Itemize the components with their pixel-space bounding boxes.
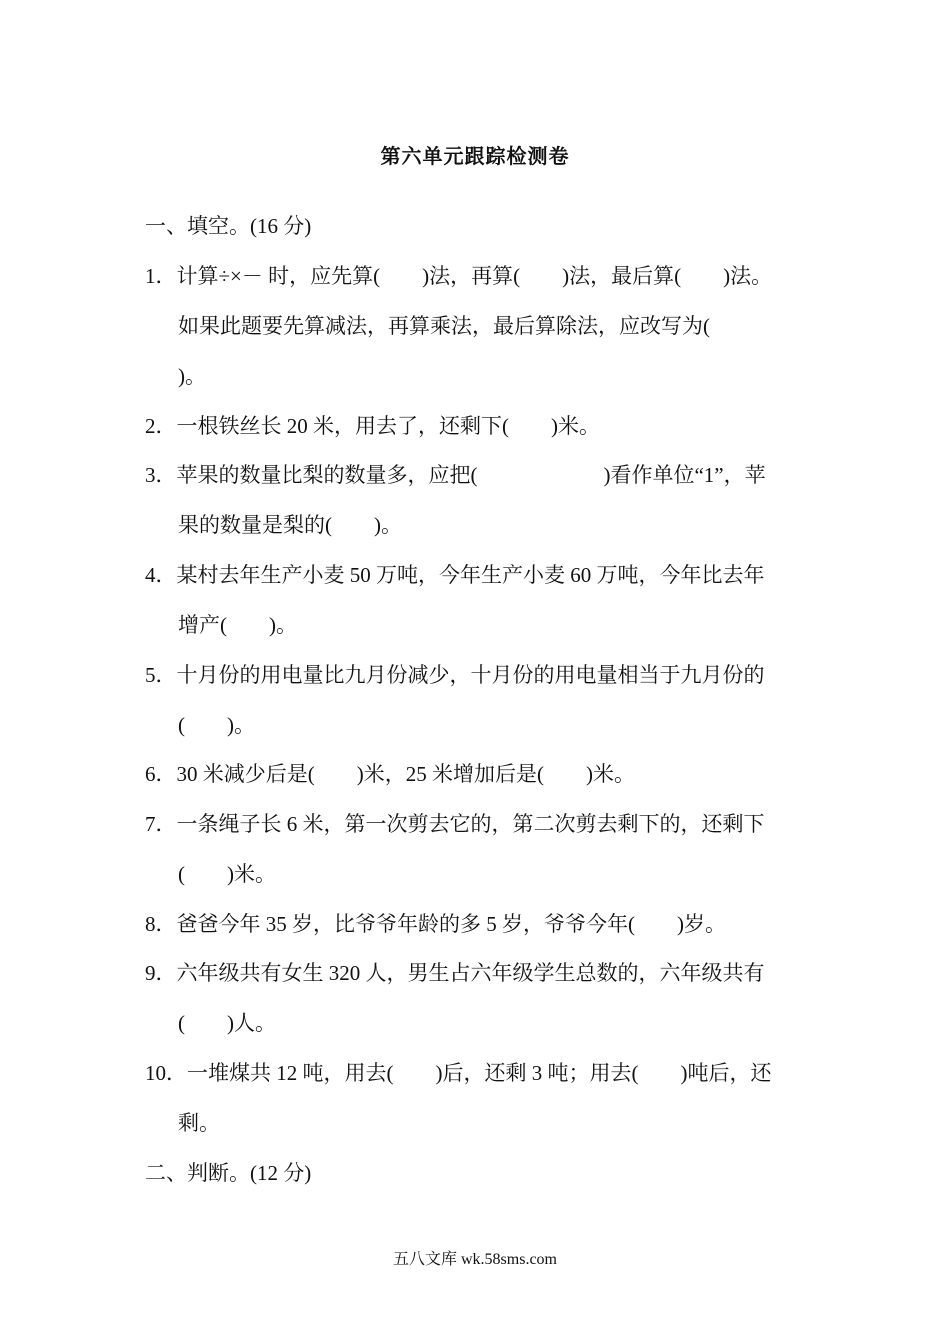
section-heading-true-false: 二、判断。(12 分) xyxy=(145,1161,312,1185)
question-9-line-1: 9．六年级共有女生 320 人，男生占六年级学生总数的，六年级共有 xyxy=(145,961,765,985)
question-2: 2．一根铁丝长 20 米，用去了，还剩下( )米。 xyxy=(145,414,600,438)
question-3-line-1: 3．苹果的数量比梨的数量多，应把( )看作单位“1”，苹 xyxy=(145,463,766,487)
question-1-line-1: 1．计算÷×－ 时，应先算( )法，再算( )法，最后算( )法。 xyxy=(145,264,773,288)
question-9-line-2: ( )人。 xyxy=(178,1011,276,1035)
question-1-line-2: 如果此题要先算减法，再算乘法，最后算除法，应改写为( xyxy=(178,314,710,338)
question-10-line-2: 剩。 xyxy=(178,1111,220,1135)
page-title: 第六单元跟踪检测卷 xyxy=(380,146,570,168)
section-heading-fill-blank: 一、填空。(16 分) xyxy=(145,214,312,238)
question-3-line-2: 果的数量是梨的( )。 xyxy=(178,513,402,537)
page-footer: 五八文库 wk.58sms.com xyxy=(392,1251,557,1268)
question-7-line-2: ( )米。 xyxy=(178,862,276,886)
question-4-line-1: 4．某村去年生产小麦 50 万吨，今年生产小麦 60 万吨，今年比去年 xyxy=(145,563,765,587)
question-5-line-2: ( )。 xyxy=(178,713,255,737)
question-6: 6．30 米减少后是( )米，25 米增加后是( )米。 xyxy=(145,762,635,786)
question-7-line-1: 7．一条绳子长 6 米，第一次剪去它的，第二次剪去剩下的，还剩下 xyxy=(145,812,765,836)
question-4-line-2: 增产( )。 xyxy=(178,613,297,637)
question-1-line-3: )。 xyxy=(178,364,206,388)
question-8: 8．爸爸今年 35 岁，比爷爷年龄的多 5 岁，爷爷今年( )岁。 xyxy=(145,912,726,936)
question-5-line-1: 5．十月份的用电量比九月份减少，十月份的用电量相当于九月份的 xyxy=(145,663,765,687)
question-10-line-1: 10．一堆煤共 12 吨，用去( )后，还剩 3 吨；用去( )吨后，还 xyxy=(145,1061,772,1085)
